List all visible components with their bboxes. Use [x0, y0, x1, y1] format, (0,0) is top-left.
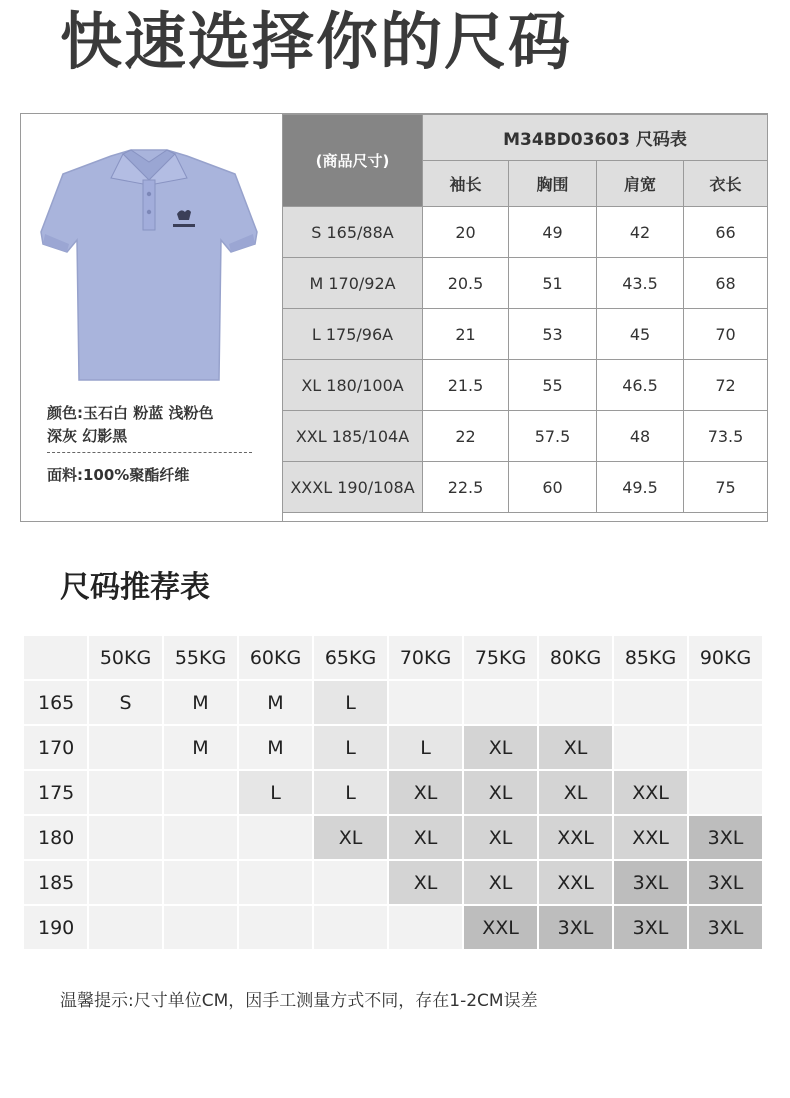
shoulder-value: 49.5	[597, 462, 684, 513]
size-cell	[314, 861, 387, 904]
polo-shirt-image	[39, 148, 259, 388]
size-cell	[689, 771, 762, 814]
size-cell	[89, 771, 162, 814]
sleeve-value: 20	[423, 207, 509, 258]
size-label: S 165/88A	[283, 207, 423, 258]
chest-value: 55	[509, 360, 597, 411]
size-cell: XXL	[539, 816, 612, 859]
size-cell: XXL	[614, 816, 687, 859]
sleeve-value: 22.5	[423, 462, 509, 513]
chest-value: 51	[509, 258, 597, 309]
chest-value: 53	[509, 309, 597, 360]
size-cell: L	[314, 726, 387, 769]
size-cell: XL	[464, 816, 537, 859]
weight-header: 60KG	[239, 636, 312, 679]
column-header: 肩宽	[597, 161, 684, 207]
size-label: XXL 185/104A	[283, 411, 423, 462]
column-header: 胸围	[509, 161, 597, 207]
size-cell: 3XL	[689, 861, 762, 904]
size-cell: XL	[389, 816, 462, 859]
size-cell: 3XL	[689, 906, 762, 949]
shoulder-value: 42	[597, 207, 684, 258]
size-cell: XL	[389, 771, 462, 814]
page-title: 快速选择你的尺码	[60, 5, 573, 78]
table-row	[24, 816, 762, 859]
size-cell	[389, 906, 462, 949]
size-spec-table	[282, 114, 768, 513]
weight-header: 75KG	[464, 636, 537, 679]
sleeve-value: 21.5	[423, 360, 509, 411]
colors-line-2: 深灰 幻影黑	[47, 427, 128, 445]
weight-header: 90KG	[689, 636, 762, 679]
size-cell	[614, 726, 687, 769]
product-size-header: (商品尺寸)	[283, 115, 423, 207]
length-value: 73.5	[684, 411, 768, 462]
weight-header: 55KG	[164, 636, 237, 679]
fabric-info: 面料:100%聚酯纤维	[47, 466, 190, 484]
size-cell	[689, 681, 762, 724]
size-cell: 3XL	[689, 816, 762, 859]
model-size-header: M34BD03603 尺码表	[423, 115, 768, 161]
size-cell: M	[164, 681, 237, 724]
size-cell	[239, 906, 312, 949]
size-cell	[614, 681, 687, 724]
chest-value: 49	[509, 207, 597, 258]
chest-value: 60	[509, 462, 597, 513]
size-cell: M	[164, 726, 237, 769]
column-header: 衣长	[684, 161, 768, 207]
size-cell: XL	[464, 861, 537, 904]
sleeve-value: 21	[423, 309, 509, 360]
size-label: XXXL 190/108A	[283, 462, 423, 513]
product-panel	[21, 114, 283, 521]
size-cell: M	[239, 681, 312, 724]
size-cell: 3XL	[614, 861, 687, 904]
chest-value: 57.5	[509, 411, 597, 462]
table-row	[24, 906, 762, 949]
shoulder-value: 48	[597, 411, 684, 462]
measurement-note: 温馨提示:尺寸单位CM，因手工测量方式不同，存在1-2CM误差	[60, 991, 538, 1011]
shoulder-value: 45	[597, 309, 684, 360]
size-cell	[89, 816, 162, 859]
height-label: 180	[24, 816, 87, 859]
size-cell: M	[239, 726, 312, 769]
size-cell: L	[314, 771, 387, 814]
weight-header: 80KG	[539, 636, 612, 679]
height-label: 175	[24, 771, 87, 814]
length-value: 75	[684, 462, 768, 513]
size-label: XL 180/100A	[283, 360, 423, 411]
length-value: 66	[684, 207, 768, 258]
size-cell: S	[89, 681, 162, 724]
size-cell: XL	[389, 861, 462, 904]
table-row	[283, 462, 768, 513]
size-cell	[164, 861, 237, 904]
table-row	[24, 771, 762, 814]
size-cell: XXL	[539, 861, 612, 904]
size-cell	[164, 906, 237, 949]
size-cell: L	[314, 681, 387, 724]
size-cell	[539, 681, 612, 724]
size-cell	[239, 816, 312, 859]
length-value: 72	[684, 360, 768, 411]
table-row	[24, 726, 762, 769]
size-label: M 170/92A	[283, 258, 423, 309]
table-row	[283, 258, 768, 309]
product-spec-section	[20, 113, 768, 522]
weight-header: 65KG	[314, 636, 387, 679]
size-cell: L	[239, 771, 312, 814]
size-cell	[464, 681, 537, 724]
size-label: L 175/96A	[283, 309, 423, 360]
table-row	[24, 861, 762, 904]
column-header: 袖长	[423, 161, 509, 207]
size-cell: XL	[314, 816, 387, 859]
dashed-divider	[47, 452, 252, 453]
height-label: 170	[24, 726, 87, 769]
weight-header-row	[24, 636, 762, 679]
weight-header: 50KG	[89, 636, 162, 679]
size-cell	[164, 816, 237, 859]
size-cell	[389, 681, 462, 724]
shoulder-value: 43.5	[597, 258, 684, 309]
shoulder-value: 46.5	[597, 360, 684, 411]
size-cell: XL	[464, 771, 537, 814]
weight-header: 70KG	[389, 636, 462, 679]
sleeve-value: 22	[423, 411, 509, 462]
size-cell: XXL	[464, 906, 537, 949]
size-cell	[164, 771, 237, 814]
size-cell	[89, 906, 162, 949]
length-value: 70	[684, 309, 768, 360]
table-row	[24, 681, 762, 724]
size-cell: XXL	[614, 771, 687, 814]
size-cell	[314, 906, 387, 949]
colors-line-1: 颜色:玉石白 粉蓝 浅粉色	[47, 404, 214, 422]
table-row	[283, 309, 768, 360]
size-cell: XL	[539, 771, 612, 814]
size-cell: XL	[464, 726, 537, 769]
size-cell: L	[389, 726, 462, 769]
size-cell	[689, 726, 762, 769]
sleeve-value: 20.5	[423, 258, 509, 309]
size-cell: XL	[539, 726, 612, 769]
height-label: 190	[24, 906, 87, 949]
recommend-title: 尺码推荐表	[60, 570, 210, 605]
size-cell	[89, 726, 162, 769]
corner-cell	[24, 636, 87, 679]
height-label: 165	[24, 681, 87, 724]
size-cell	[239, 861, 312, 904]
size-recommend-table	[22, 634, 764, 951]
length-value: 68	[684, 258, 768, 309]
size-cell	[89, 861, 162, 904]
size-cell: 3XL	[614, 906, 687, 949]
table-row	[283, 411, 768, 462]
height-label: 185	[24, 861, 87, 904]
colors-info	[47, 402, 277, 448]
size-cell: 3XL	[539, 906, 612, 949]
table-row	[283, 360, 768, 411]
table-row	[283, 207, 768, 258]
weight-header: 85KG	[614, 636, 687, 679]
